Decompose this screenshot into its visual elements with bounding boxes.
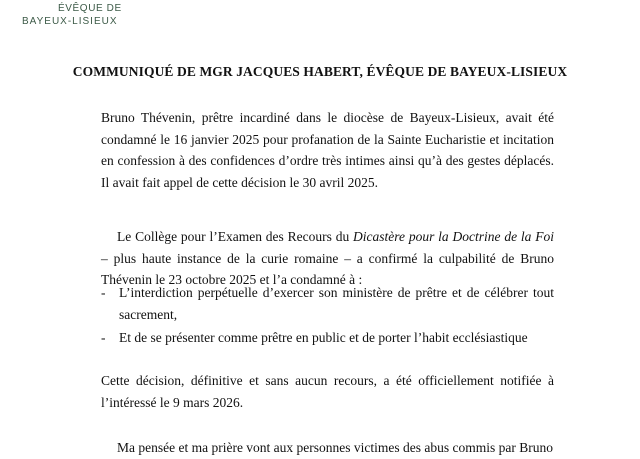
paragraph-2-text-before: Le Collège pour l’Examen des Recours du: [117, 229, 354, 244]
letterhead: [22, 2, 122, 28]
bullet-dash: -: [101, 330, 106, 345]
document-title: COMMUNIQUÉ DE MGR JACQUES HABERT, ÉVÊQUE DE BAYEUX-LISIEUX: [72, 64, 568, 79]
letterhead-line-2: BAYEUX-LISIEUX: [22, 16, 118, 27]
list-item: [101, 327, 554, 349]
sanctions-list: [101, 282, 554, 349]
list-item: [101, 282, 554, 325]
list-item-text: Et de se présenter comme prêtre en public et de porter l’habit ecclésiastique: [119, 330, 528, 345]
letterhead-line-1: ÉVÊQUE DE: [58, 3, 122, 14]
paragraph-4: Cette décision, définitive et sans aucun recours, a été officiellement notifiée à l’intéressé le 9 mars 2026.: [101, 373, 554, 410]
paragraph-5: Ma pensée et ma prière vont aux personnes victimes des abus commis par Bruno: [117, 440, 554, 455]
list-item-text: L’interdiction perpétuelle d’exercer son ministère de prêtre et de célébrer tout sacrement,: [119, 285, 554, 322]
paragraph-2-text-after: – plus haute instance de la curie romaine – a confirmé la culpabilité de Bruno Thévenin le 23 octobre 2025 et l’a condamné à :: [101, 250, 554, 287]
paragraph-2: [101, 226, 554, 291]
paragraph-2-italic-dicastery: Dicastère pour la Doctrine de la Foi: [353, 229, 555, 244]
paragraph-1: Bruno Thévenin, prêtre incardiné dans le diocèse de Bayeux-Lisieux, avait été condamné le 16 janvier 2025 pour profanation de la Sainte Eucharistie et incitation en confession à des confidences d’ordre très intimes ainsi qu’à des gestes déplacés. Il avait fait appel de cette décision le 30 avril 2025.: [101, 110, 554, 190]
bullet-dash: -: [101, 285, 106, 300]
